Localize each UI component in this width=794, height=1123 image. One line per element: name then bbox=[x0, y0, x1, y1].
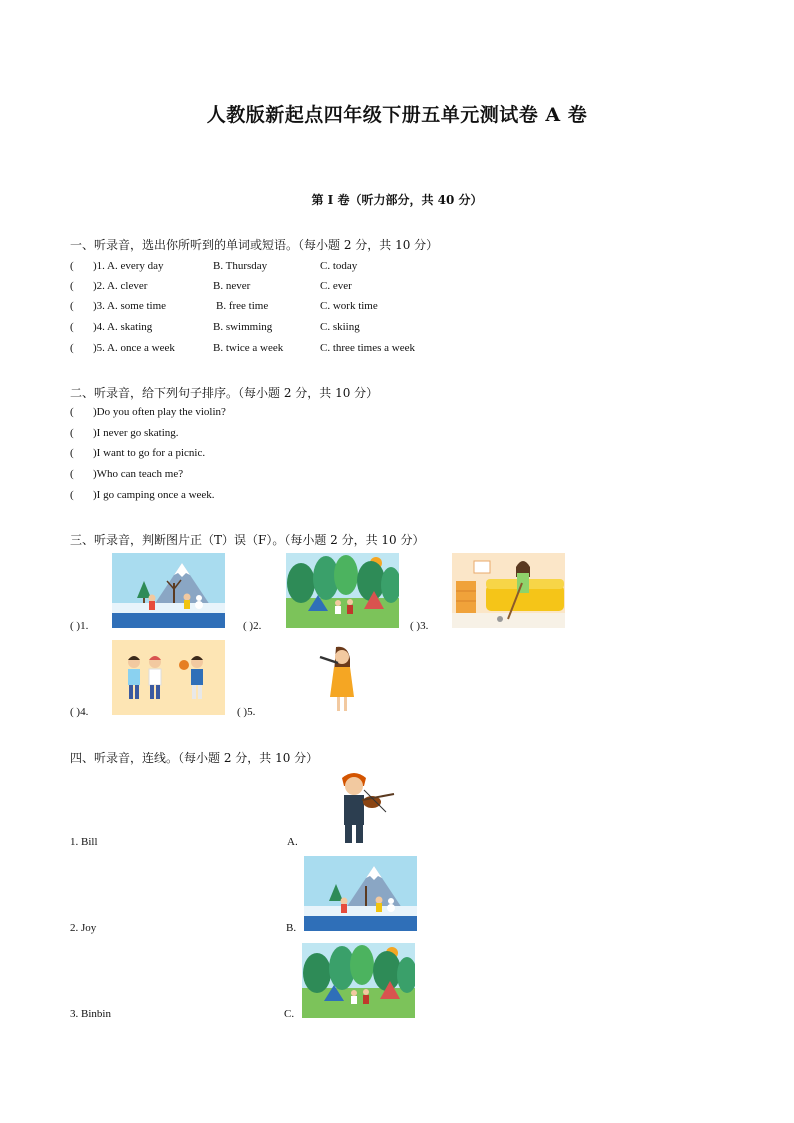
q2-paren: ( bbox=[70, 280, 74, 292]
q3-c: C. work time bbox=[320, 300, 378, 312]
section1-heading: 一、听录音，选出你所听到的单词或短语。（每小题 2 分，共 10 分） bbox=[70, 238, 439, 252]
q1-paren: ( bbox=[70, 260, 74, 272]
judge-label-3: ( )3. bbox=[410, 620, 429, 632]
judge-label-1: ( )1. bbox=[70, 620, 89, 632]
flute-girl-picture bbox=[318, 643, 358, 715]
sweeping-picture bbox=[452, 553, 565, 628]
q1-num: )1. A. every day bbox=[93, 260, 164, 272]
q4-b: B. swimming bbox=[213, 321, 273, 333]
match-letter-a: A. bbox=[287, 836, 298, 848]
q5-b: B. twice a week bbox=[213, 342, 284, 354]
match-name-1: 1. Bill bbox=[70, 836, 98, 848]
judge-label-2: ( )2. bbox=[243, 620, 262, 632]
q4-num: )4. A. skating bbox=[93, 321, 153, 333]
section3-heading: 三、听录音，判断图片正（T）误（F）。（每小题 2 分，共 10 分） bbox=[70, 533, 425, 547]
q2-c: C. ever bbox=[320, 280, 352, 292]
judge-label-4: ( )4. bbox=[70, 706, 89, 718]
sentence-2-text: )I never go skating. bbox=[93, 427, 179, 439]
sentence-3-paren: ( bbox=[70, 447, 74, 459]
sentence-5-text: )I go camping once a week. bbox=[93, 489, 215, 501]
basketball-picture bbox=[112, 640, 225, 715]
q5-num: )5. A. once a week bbox=[93, 342, 175, 354]
camping-picture-match bbox=[302, 943, 415, 1018]
q3-paren: ( bbox=[70, 300, 74, 312]
q5-c: C. three times a week bbox=[320, 342, 415, 354]
part-title: 第 I 卷（听力部分，共 40 分） bbox=[311, 193, 483, 207]
sentence-3-text: )I want to go for a picnic. bbox=[93, 447, 206, 459]
match-letter-b: B. bbox=[286, 922, 297, 934]
q3-num: )3. A. some time bbox=[93, 300, 167, 312]
sentence-1-text: )Do you often play the violin? bbox=[93, 406, 226, 418]
sentence-4-paren: ( bbox=[70, 468, 74, 480]
sentence-2-paren: ( bbox=[70, 427, 74, 439]
document-title: 人教版新起点四年级下册五单元测试卷 A 卷 bbox=[206, 104, 588, 126]
q3-b: B. free time bbox=[216, 300, 269, 312]
judge-label-5: ( )5. bbox=[237, 706, 256, 718]
camping-picture bbox=[286, 553, 399, 628]
violin-boy-picture bbox=[328, 770, 398, 846]
q1-c: C. today bbox=[320, 260, 358, 272]
sentence-4-text: )Who can teach me? bbox=[93, 468, 184, 480]
q4-c: C. skiing bbox=[320, 321, 360, 333]
q1-b: B. Thursday bbox=[213, 260, 268, 272]
q2-num: )2. A. clever bbox=[93, 280, 148, 292]
section2-heading: 二、听录音，给下列句子排序。（每小题 2 分，共 10 分） bbox=[70, 386, 379, 400]
skating-picture-match bbox=[304, 856, 417, 931]
sentence-1-paren: ( bbox=[70, 406, 74, 418]
skating-picture bbox=[112, 553, 225, 628]
q4-paren: ( bbox=[70, 321, 74, 333]
sentence-5-paren: ( bbox=[70, 489, 74, 501]
q5-paren: ( bbox=[70, 342, 74, 354]
q2-b: B. never bbox=[213, 280, 251, 292]
match-name-3: 3. Binbin bbox=[70, 1008, 111, 1020]
section4-heading: 四、听录音，连线。（每小题 2 分，共 10 分） bbox=[70, 751, 319, 765]
match-letter-c: C. bbox=[284, 1008, 295, 1020]
match-name-2: 2. Joy bbox=[70, 922, 97, 934]
